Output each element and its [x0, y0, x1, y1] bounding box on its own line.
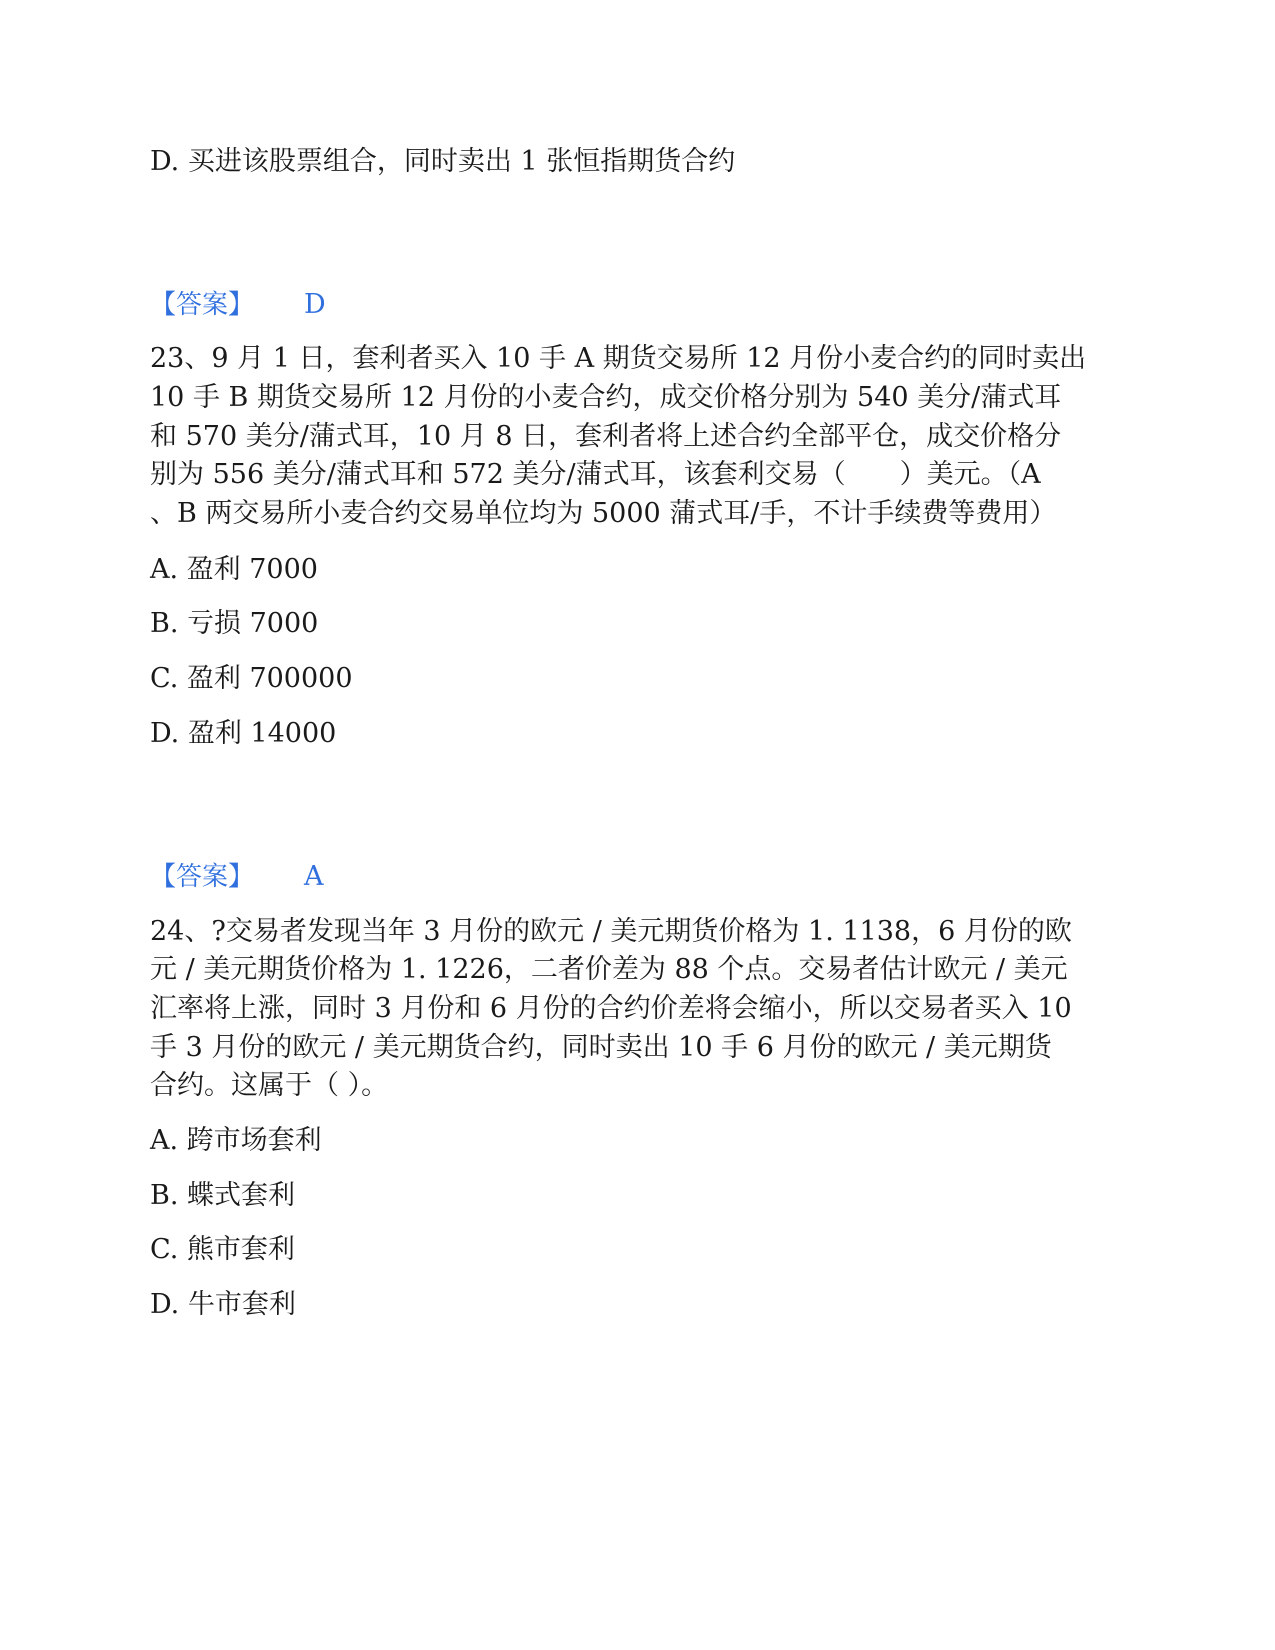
answer-value: A [304, 861, 324, 892]
q24-option-c: C. 熊市套利 [150, 1234, 295, 1265]
q23-option-c: C. 盈利 700000 [150, 663, 353, 694]
q23-stem-line: 10 手 B 期货交易所 12 月份的小麦合约，成交价格分别为 540 美分/蒲式耳 [150, 382, 1062, 413]
q24-stem-line: 汇率将上涨，同时 3 月份和 6 月份的合约价差将会缩小，所以交易者买入 10 [150, 993, 1072, 1024]
q24-stem-line: 手 3 月份的欧元 / 美元期货合约，同时卖出 10 手 6 月份的欧元 / 美元期货 [150, 1032, 1052, 1063]
q24-stem-line: 合约。这属于（ ）。 [150, 1070, 389, 1101]
answer-label: 【答案】 [150, 862, 255, 892]
q22-answer [150, 285, 326, 325]
q23-stem-line: 、B 两交易所小麦合约交易单位均为 5000 蒲式耳/手，不计手续费等费用） [150, 498, 1057, 529]
q23-stem-line: 别为 556 美分/蒲式耳和 572 美分/蒲式耳，该套利交易（ ）美元。（A [150, 459, 1041, 490]
q23-stem-line: 23、9 月 1 日，套利者买入 10 手 A 期货交易所 12 月份小麦合约的同时卖出 [150, 343, 1087, 374]
q23-answer [150, 857, 324, 897]
q23-stem-line: 和 570 美分/蒲式耳，10 月 8 日，套利者将上述合约全部平仓，成交价格分 [150, 421, 1062, 452]
answer-label: 【答案】 [150, 290, 255, 320]
q24-stem-line: 24、?交易者发现当年 3 月份的欧元 / 美元期货价格为 1. 1138，6 月份的欧 [150, 916, 1072, 947]
q24-option-a: A. 跨市场套利 [150, 1125, 322, 1156]
q24-option-b: B. 蝶式套利 [150, 1180, 296, 1211]
q23-option-a: A. 盈利 7000 [150, 554, 318, 585]
q24-option-d: D. 牛市套利 [150, 1289, 296, 1320]
q24-stem-line: 元 / 美元期货价格为 1. 1226，二者价差为 88 个点。交易者估计欧元 / 美元 [150, 954, 1068, 985]
q22-option-d: D. 买进该股票组合，同时卖出 1 张恒指期货合约 [150, 146, 736, 177]
answer-value: D [304, 289, 326, 320]
q23-option-d: D. 盈利 14000 [150, 718, 337, 749]
q23-option-b: B. 亏损 7000 [150, 608, 319, 639]
